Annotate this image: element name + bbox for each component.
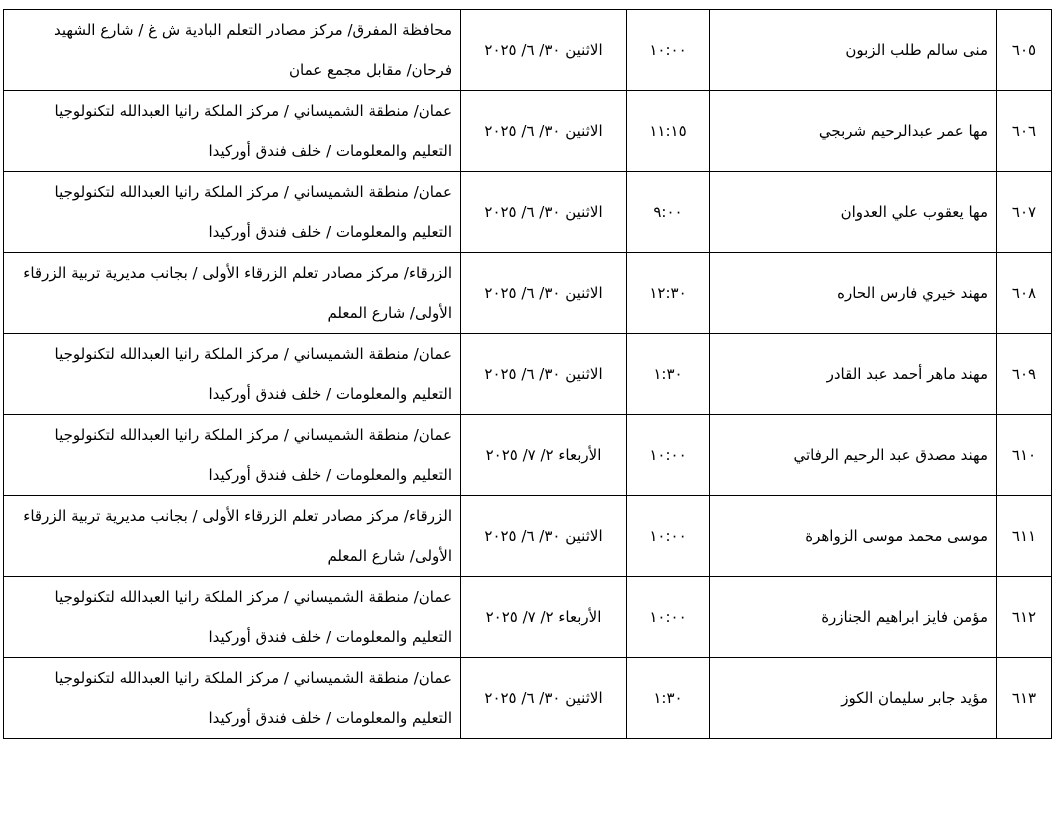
table-row [4, 253, 1052, 334]
participant-name: مؤمن فايز ابراهيم الجنازرة [821, 608, 988, 626]
appointment-time: ١٠:٠٠ [649, 608, 687, 626]
participant-name: موسى محمد موسى الزواهرة [805, 527, 988, 545]
location-line-1: عمان/ منطقة الشميساني / مركز الملكة رانيا العبدالله لتكنولوجيا [54, 183, 452, 201]
location-line-2: الأولى/ شارع المعلم [327, 547, 452, 565]
row-number: ٦١١ [1011, 527, 1037, 545]
date-cell [461, 172, 627, 253]
location-cell [4, 334, 461, 415]
row-number-cell [997, 172, 1052, 253]
location-line-1: عمان/ منطقة الشميساني / مركز الملكة رانيا العبدالله لتكنولوجيا [54, 345, 452, 363]
appointment-date: الاثنين ٣٠/ ٦/ ٢٠٢٥ [484, 365, 603, 383]
table-row [4, 496, 1052, 577]
time-cell [627, 577, 710, 658]
date-cell [461, 253, 627, 334]
table-row [4, 172, 1052, 253]
appointment-date: الاثنين ٣٠/ ٦/ ٢٠٢٥ [484, 203, 603, 221]
appointment-time: ١:٣٠ [653, 365, 683, 383]
participant-name: منى سالم طلب الزبون [845, 41, 988, 59]
participant-name: مهند ماهر أحمد عبد القادر [826, 365, 988, 383]
schedule-table [3, 9, 1052, 739]
location-cell [4, 415, 461, 496]
location-line-1: الزرقاء/ مركز مصادر تعلم الزرقاء الأولى / بجانب مديرية تربية الزرقاء [23, 264, 452, 282]
row-number: ٦٠٥ [1011, 41, 1037, 59]
row-number: ٦٠٧ [1011, 203, 1037, 221]
name-cell [710, 415, 997, 496]
appointment-time: ١١:١٥ [649, 122, 687, 140]
date-cell [461, 658, 627, 739]
row-number: ٦١٣ [1011, 689, 1037, 707]
location-line-1: عمان/ منطقة الشميساني / مركز الملكة رانيا العبدالله لتكنولوجيا [54, 669, 452, 687]
appointment-date: الاثنين ٣٠/ ٦/ ٢٠٢٥ [484, 284, 603, 302]
location-cell [4, 577, 461, 658]
location-cell [4, 496, 461, 577]
row-number: ٦١٢ [1011, 608, 1037, 626]
date-cell [461, 496, 627, 577]
date-cell [461, 91, 627, 172]
row-number-cell [997, 10, 1052, 91]
location-line-2: التعليم والمعلومات / خلف فندق أوركيدا [208, 709, 452, 727]
name-cell [710, 496, 997, 577]
location-cell [4, 10, 461, 91]
location-line-2: التعليم والمعلومات / خلف فندق أوركيدا [208, 628, 452, 646]
appointment-time: ٩:٠٠ [653, 203, 683, 221]
name-cell [710, 10, 997, 91]
row-number: ٦٠٩ [1011, 365, 1037, 383]
appointment-time: ١٠:٠٠ [649, 527, 687, 545]
appointment-date: الأربعاء ٢/ ٧/ ٢٠٢٥ [485, 608, 602, 626]
row-number-cell [997, 658, 1052, 739]
schedule-table-body [4, 10, 1052, 739]
name-cell [710, 172, 997, 253]
table-row [4, 577, 1052, 658]
name-cell [710, 253, 997, 334]
name-cell [710, 577, 997, 658]
location-line-1: عمان/ منطقة الشميساني / مركز الملكة رانيا العبدالله لتكنولوجيا [54, 102, 452, 120]
time-cell [627, 10, 710, 91]
location-cell [4, 253, 461, 334]
location-line-2: فرحان/ مقابل مجمع عمان [289, 61, 452, 79]
location-cell [4, 658, 461, 739]
table-row [4, 415, 1052, 496]
table-row [4, 334, 1052, 415]
participant-name: مها عمر عبدالرحيم شربجي [818, 122, 988, 140]
row-number-cell [997, 334, 1052, 415]
table-row [4, 91, 1052, 172]
row-number-cell [997, 415, 1052, 496]
name-cell [710, 334, 997, 415]
appointment-date: الاثنين ٣٠/ ٦/ ٢٠٢٥ [484, 41, 603, 59]
location-line-1: الزرقاء/ مركز مصادر تعلم الزرقاء الأولى / بجانب مديرية تربية الزرقاء [23, 507, 452, 525]
appointment-date: الاثنين ٣٠/ ٦/ ٢٠٢٥ [484, 122, 603, 140]
participant-name: مؤيد جابر سليمان الكوز [841, 689, 988, 707]
row-number: ٦١٠ [1011, 446, 1037, 464]
appointment-time: ١٠:٠٠ [649, 41, 687, 59]
location-line-2: التعليم والمعلومات / خلف فندق أوركيدا [208, 466, 452, 484]
location-line-2: التعليم والمعلومات / خلف فندق أوركيدا [208, 385, 452, 403]
appointment-date: الاثنين ٣٠/ ٦/ ٢٠٢٥ [484, 689, 603, 707]
appointment-time: ١:٣٠ [653, 689, 683, 707]
location-line-1: محافظة المفرق/ مركز مصادر التعلم البادية ش غ / شارع الشهيد [54, 21, 452, 39]
row-number: ٦٠٦ [1011, 122, 1037, 140]
appointment-time: ١٠:٠٠ [649, 446, 687, 464]
name-cell [710, 91, 997, 172]
time-cell [627, 91, 710, 172]
location-cell [4, 91, 461, 172]
time-cell [627, 496, 710, 577]
date-cell [461, 10, 627, 91]
location-line-1: عمان/ منطقة الشميساني / مركز الملكة رانيا العبدالله لتكنولوجيا [54, 588, 452, 606]
date-cell [461, 415, 627, 496]
location-cell [4, 172, 461, 253]
row-number-cell [997, 91, 1052, 172]
name-cell [710, 658, 997, 739]
row-number-cell [997, 577, 1052, 658]
time-cell [627, 172, 710, 253]
table-row [4, 658, 1052, 739]
table-row [4, 10, 1052, 91]
time-cell [627, 334, 710, 415]
date-cell [461, 334, 627, 415]
participant-name: مها يعقوب علي العدوان [840, 203, 988, 221]
row-number: ٦٠٨ [1011, 284, 1037, 302]
date-cell [461, 577, 627, 658]
row-number-cell [997, 253, 1052, 334]
location-line-2: التعليم والمعلومات / خلف فندق أوركيدا [208, 142, 452, 160]
location-line-1: عمان/ منطقة الشميساني / مركز الملكة رانيا العبدالله لتكنولوجيا [54, 426, 452, 444]
time-cell [627, 415, 710, 496]
participant-name: مهند مصدق عبد الرحيم الرفاتي [793, 446, 988, 464]
appointment-date: الاثنين ٣٠/ ٦/ ٢٠٢٥ [484, 527, 603, 545]
participant-name: مهند خيري فارس الحاره [837, 284, 988, 302]
row-number-cell [997, 496, 1052, 577]
appointment-time: ١٢:٣٠ [649, 284, 687, 302]
time-cell [627, 658, 710, 739]
location-line-2: التعليم والمعلومات / خلف فندق أوركيدا [208, 223, 452, 241]
location-line-2: الأولى/ شارع المعلم [327, 304, 452, 322]
appointment-date: الأربعاء ٢/ ٧/ ٢٠٢٥ [485, 446, 602, 464]
time-cell [627, 253, 710, 334]
